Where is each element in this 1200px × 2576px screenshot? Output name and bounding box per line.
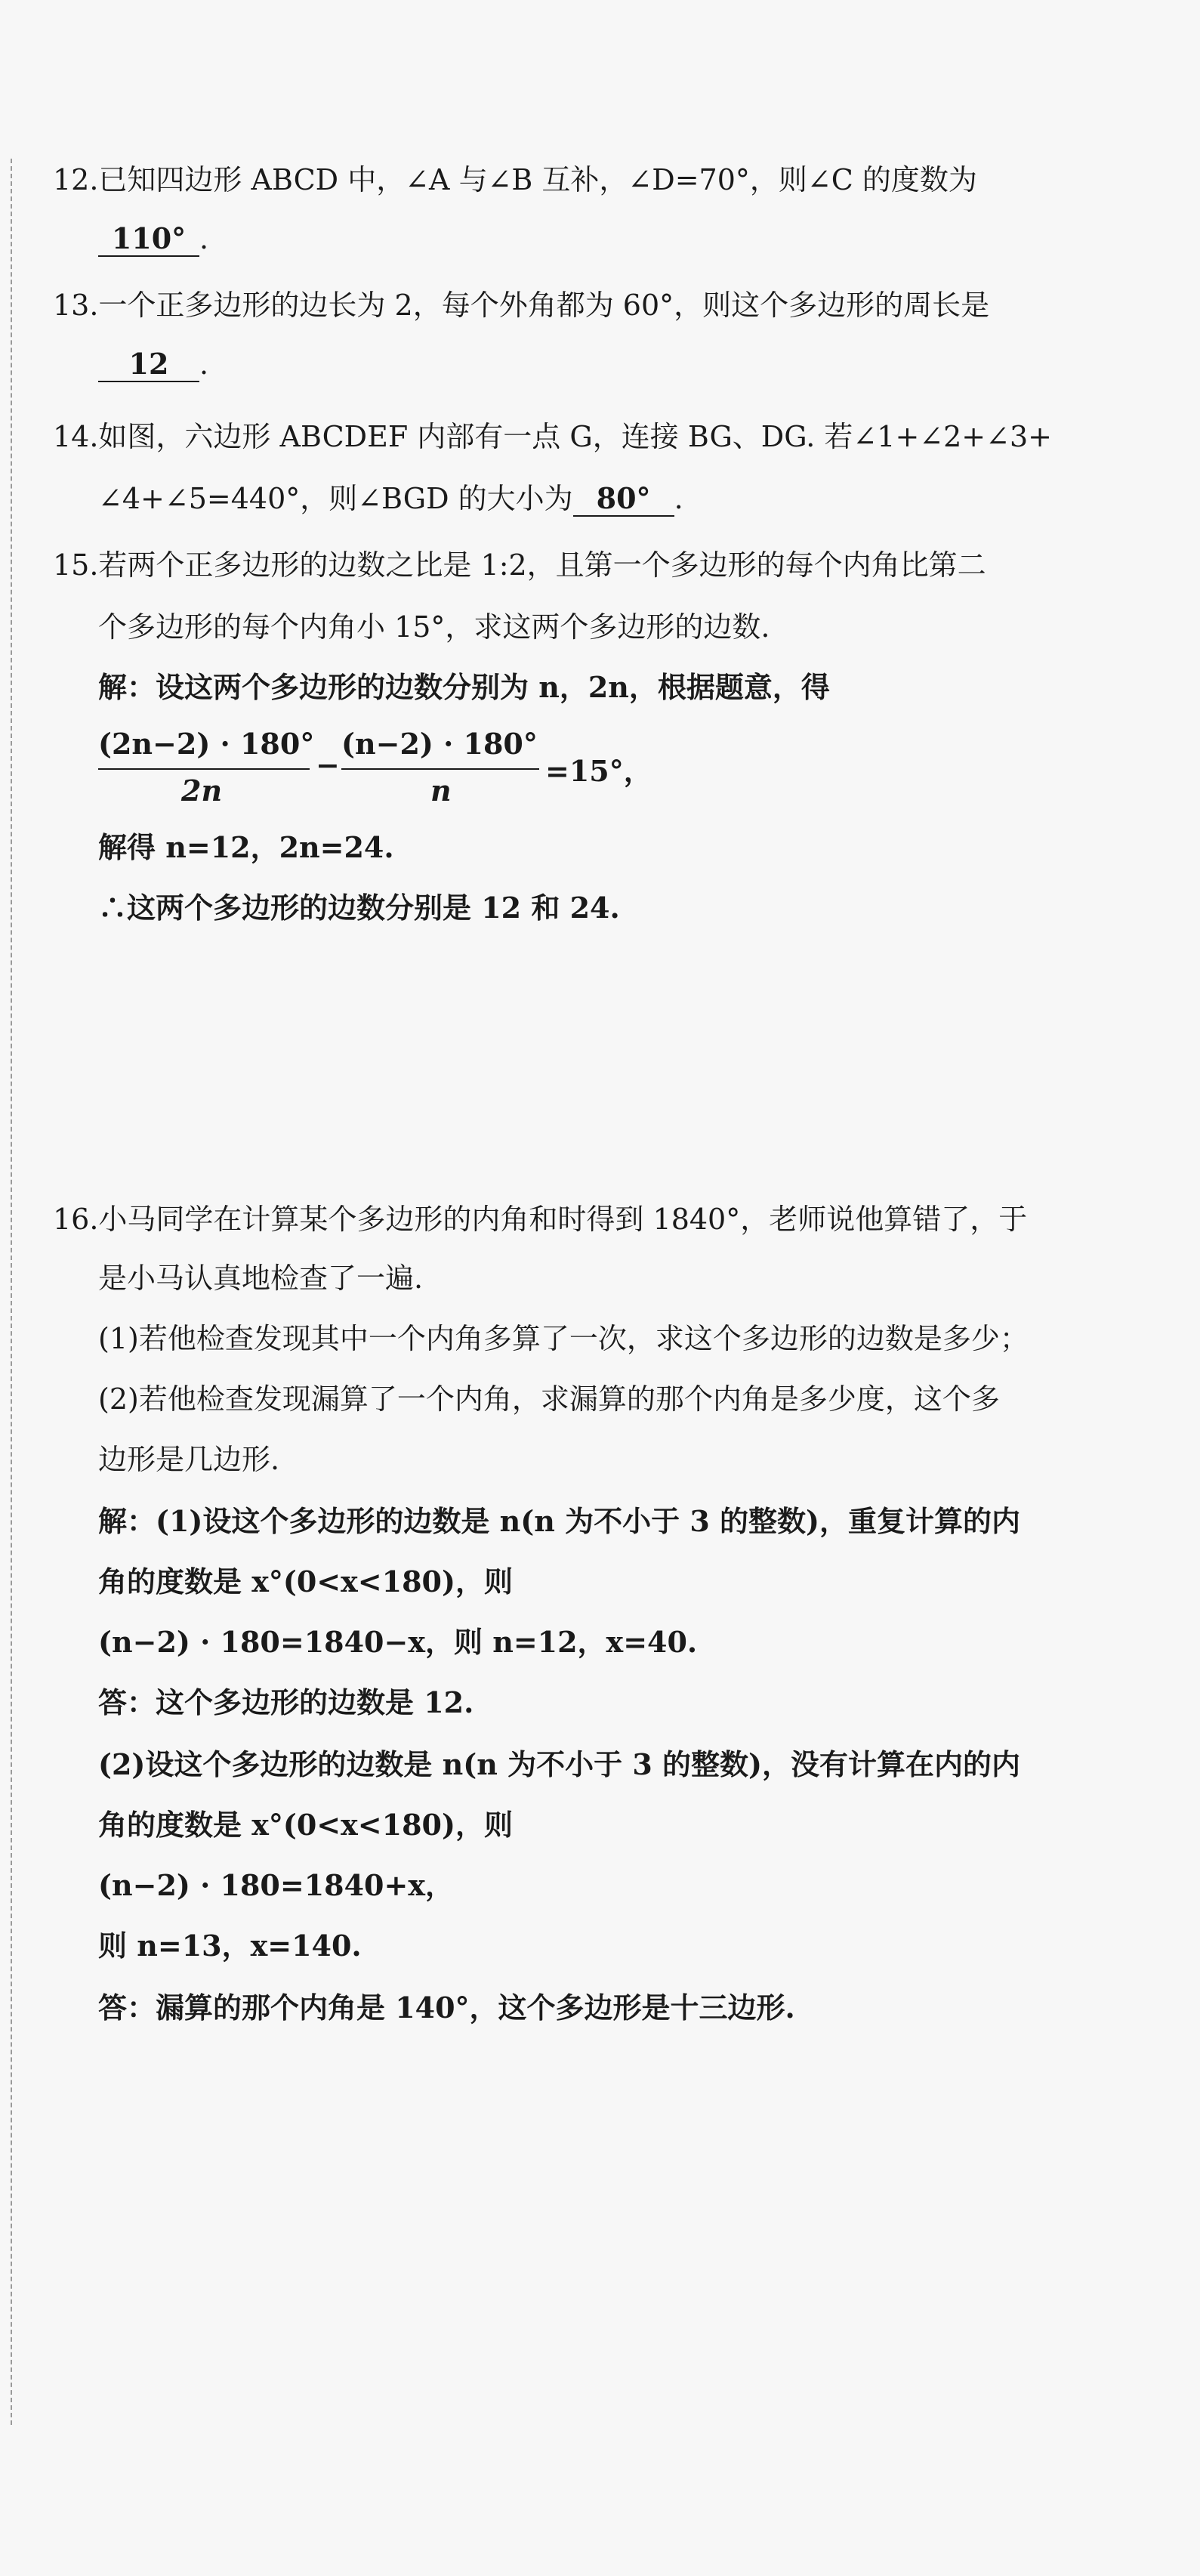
q16-line2: 是小马认真地检查了一遍.	[98, 1262, 424, 1295]
q15-frac2-denominator: n	[430, 774, 452, 808]
q15-equation	[98, 727, 702, 817]
q15-solution-result: 解得 n=12，2n=24.	[98, 830, 394, 864]
q16-solution-1: 解：(1)设这个多边形的边数是 n(n 为不小于 3 的整数)，重复计算的内	[98, 1504, 1020, 1538]
q12-answer-line	[98, 221, 208, 257]
q15-frac1-bar	[98, 768, 310, 770]
q16-part2b: 边形是几边形.	[98, 1443, 280, 1476]
q15-solution-intro: 解：设这两个多边形的边数分别为 n，2n，根据题意，得	[98, 670, 830, 704]
q15-line2: 个多边形的每个内角小 15°，求这两个多边形的边数.	[98, 610, 770, 644]
q16-solution-9: 答：漏算的那个内角是 140°，这个多边形是十三边形.	[98, 1991, 795, 2025]
q15-frac1-denominator: 2n	[181, 774, 223, 808]
q15-frac2-numerator: (n−2) · 180°	[341, 727, 538, 761]
q16-solution-3: (n−2) · 180=1840−x，则 n=12，x=40.	[98, 1625, 698, 1659]
q14-line2-prefix: ∠4+∠5=440°，则∠BGD 的大小为	[98, 482, 573, 515]
q16-solution-6: 角的度数是 x°(0<x<180)，则	[98, 1808, 513, 1842]
q16-solution-7: (n−2) · 180=1840+x，	[98, 1868, 454, 1902]
q14-line2	[98, 480, 683, 517]
binding-margin-line	[11, 159, 12, 2425]
q15-frac2-bar	[341, 768, 539, 770]
q13-end: .	[199, 347, 209, 381]
q16-part2a: (2)若他检查发现漏算了一个内角，求漏算的那个内角是多少度，这个多	[98, 1382, 1000, 1416]
q16-solution-4: 答：这个多边形的边数是 12.	[98, 1685, 474, 1719]
q15-line1: 15.若两个正多边形的边数之比是 1:2，且第一个多边形的每个内角比第二	[53, 548, 986, 582]
q15-solution-conclusion: ∴这两个多边形的边数分别是 12 和 24.	[98, 891, 620, 925]
q16-solution-5: (2)设这个多边形的边数是 n(n 为不小于 3 的整数)，没有计算在内的内	[98, 1747, 1020, 1781]
q14-end: .	[674, 482, 683, 515]
q12-end: .	[199, 222, 209, 255]
q13-answer-line	[98, 346, 208, 382]
q16-solution-8: 则 n=13，x=140.	[98, 1929, 362, 1963]
q16-solution-2: 角的度数是 x°(0<x<180)，则	[98, 1564, 513, 1598]
q12-text: 12.已知四边形 ABCD 中，∠A 与∠B 互补，∠D=70°，则∠C 的度数为	[53, 163, 977, 196]
q15-frac1-numerator: (2n−2) · 180°	[98, 727, 315, 761]
q12-answer: 110°	[98, 222, 199, 257]
q14-line1: 14.如图，六边形 ABCDEF 内部有一点 G，连接 BG、DG. 若∠1+∠2+∠3+	[53, 420, 1053, 453]
q13-text: 13.一个正多边形的边长为 2，每个外角都为 60°，则这个多边形的周长是	[53, 289, 990, 322]
q16-line1: 16.小马同学在计算某个多边形的内角和时得到 1840°，老师说他算错了，于	[53, 1203, 1028, 1236]
q16-part1: (1)若他检查发现其中一个内角多算了一次，求这个多边形的边数是多少；	[98, 1322, 1029, 1355]
q15-minus: −	[316, 748, 340, 782]
q13-answer: 12	[98, 347, 199, 382]
q14-answer: 80°	[573, 482, 674, 517]
q15-equation-tail: =15°，	[545, 754, 652, 788]
